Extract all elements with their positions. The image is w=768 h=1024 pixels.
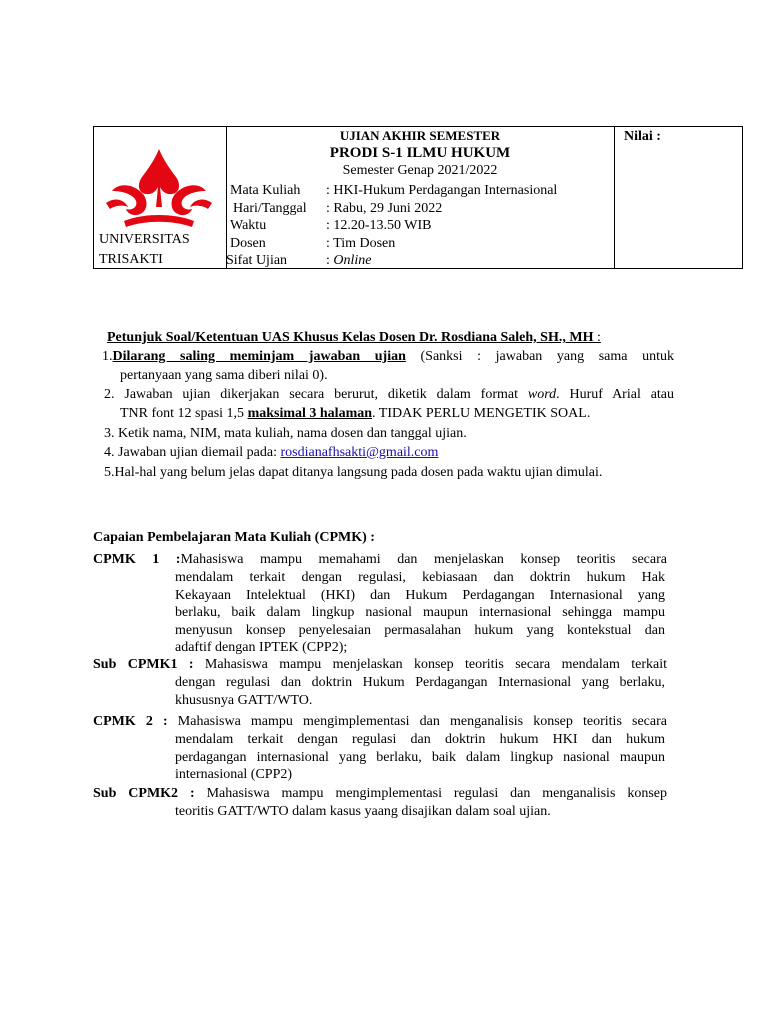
info-value: : Tim Dosen — [326, 235, 396, 251]
cpmk-section-title: Capaian Pembelajaran Mata Kuliah (CPMK) : — [93, 530, 375, 545]
info-label: Dosen — [230, 235, 266, 251]
sub-cpmk1-line: dengan regulasi dan doktrin Hukum Perdagangan Internasional yang berlaku, — [175, 675, 665, 690]
instruction-item-2-cont — [120, 404, 590, 423]
sub-cpmk1-lead — [93, 656, 667, 674]
info-label: Sifat Ujian — [226, 253, 288, 268]
sub-cpmk2-first-line: Mahasiswa mampu mengimplementasi regulasi dan menganalisis konsep — [206, 786, 667, 801]
instruction-item-1-cont: pertanyaan yang sama diberi nilai 0). — [120, 368, 328, 383]
university-name — [99, 230, 190, 270]
info-label: Waktu — [230, 218, 267, 233]
university-line2: TRISAKTI — [99, 252, 163, 267]
item2-line2-bold: maksimal 3 halaman — [247, 406, 373, 421]
cpmk1-line: Kekayaan Intelektual (HKI) dan Hukum Perdagangan Internasional yang — [175, 587, 665, 603]
info-value-italic: Online — [333, 253, 372, 268]
item2-word-italic: word — [527, 387, 557, 402]
instruction-item-1 — [102, 347, 674, 366]
sub-cpmk1-line: khususnya GATT/WTO. — [175, 692, 313, 708]
item1-bold-text: Dilarang saling meminjam jawaban ujian — [112, 349, 406, 364]
exam-title: UJIAN AKHIR SEMESTER — [339, 128, 501, 143]
item1-rest-text: (Sanksi : jawaban yang sama untuk — [420, 349, 675, 364]
info-row-lecturer — [230, 235, 557, 253]
cpmk2-label: CPMK 2 : — [93, 714, 168, 729]
instruction-item-5: 5.Hal-hal yang belum jelas dapat ditanya langsung pada dosen pada waktu ujian dimulai. — [104, 465, 603, 480]
cpmk2-lead — [93, 713, 667, 731]
info-label: Hari/Tanggal — [233, 200, 307, 216]
semester-label: Semester Genap 2021/2022 — [342, 163, 498, 178]
info-value: : Rabu, 29 Juni 2022 — [326, 200, 443, 216]
info-label: Mata Kuliah — [230, 183, 301, 198]
sub-cpmk1-first-line: Mahasiswa mampu menjelaskan konsep teoritis secara mendalam terkait — [204, 657, 667, 672]
cpmk1-line: menyusun konsep penyelesaian permasalahan hukum yang kontekstual dan — [175, 622, 665, 638]
info-value-prefix: : — [326, 253, 334, 268]
cpmk2-first-line: Mahasiswa mampu mengimplementasi dan menganalisis konsep teoritis secara — [177, 714, 667, 729]
info-row-date — [230, 200, 557, 218]
item2-text-b: . Huruf Arial atau — [556, 387, 675, 402]
item2-line2-b: . TIDAK PERLU MENGETIK SOAL. — [372, 406, 591, 421]
info-row-exam-type — [226, 252, 557, 270]
cpmk1-line: berlaku, baik dalam lingkup nasional maupun internasional sehingga mampu — [175, 605, 665, 620]
exam-info — [226, 182, 558, 270]
trisakti-logo-icon — [104, 147, 214, 237]
item4-text: 4. Jawaban ujian diemail pada: — [104, 445, 281, 460]
info-value: : HKI-Hukum Perdagangan Internasional — [326, 183, 558, 198]
instructions-title — [107, 330, 601, 346]
cpmk2-line: perdagangan internasional yang berlaku, baik dalam lingkup nasional maupun — [175, 749, 665, 765]
cpmk1-label: CPMK 1 : — [93, 552, 181, 567]
item2-text-a: 2. Jawaban ujian dikerjakan secara berurut, diketik dalam format — [104, 387, 519, 402]
instructions-title-text: Petunjuk Soal/Ketentuan UAS Khusus Kelas Dosen Dr. Rosdiana Saleh, SH., MH — [107, 330, 594, 345]
cpmk1-lead — [93, 551, 667, 569]
sub-cpmk2-lead — [93, 785, 667, 803]
email-link[interactable]: rosdianafhsakti@gmail.com — [280, 445, 439, 460]
sub-cpmk1-label: Sub CPMK1 : — [93, 657, 194, 672]
item-number: 1. — [102, 349, 113, 364]
table-divider — [614, 127, 615, 268]
instruction-item-4 — [104, 443, 438, 462]
instruction-item-3: 3. Ketik nama, NIM, mata kuliah, nama dosen dan tanggal ujian. — [104, 426, 467, 441]
cpmk1-line: adaftif dengan IPTEK (CPP2); — [175, 640, 348, 655]
item2-line2-a: TNR font 12 spasi 1,5 — [120, 406, 245, 421]
cpmk2-line: mendalam terkait dengan regulasi dan doktrin hukum HKI dan hukum — [175, 732, 665, 747]
program-title: PRODI S-1 ILMU HUKUM — [329, 145, 511, 161]
cpmk1-body — [175, 569, 665, 657]
sub-cpmk2-body — [175, 803, 665, 821]
info-row-course — [230, 182, 557, 200]
sub-cpmk2-line: teoritis GATT/WTO dalam kasus yaang disajikan dalam soal ujian. — [175, 804, 551, 819]
cpmk1-first-line: Mahasiswa mampu memahami dan menjelaskan konsep teoritis secara — [180, 552, 667, 567]
cpmk2-body — [175, 731, 665, 784]
cpmk1-line: mendalam terkait dengan regulasi, kebiasaan dan doktrin hukum Hak — [175, 570, 665, 585]
info-row-time — [230, 217, 557, 235]
instruction-item-2 — [104, 385, 674, 404]
instructions-title-colon: : — [596, 330, 601, 345]
info-value: : 12.20-13.50 WIB — [326, 218, 432, 233]
cpmk2-line: internasional (CPP2) — [175, 767, 293, 782]
info-value — [326, 252, 372, 270]
sub-cpmk1-body — [175, 674, 665, 709]
score-label: Nilai : — [624, 129, 661, 144]
sub-cpmk2-label: Sub CPMK2 : — [93, 786, 195, 801]
university-line1: UNIVERSITAS — [99, 232, 190, 247]
exam-header-table — [93, 126, 743, 269]
